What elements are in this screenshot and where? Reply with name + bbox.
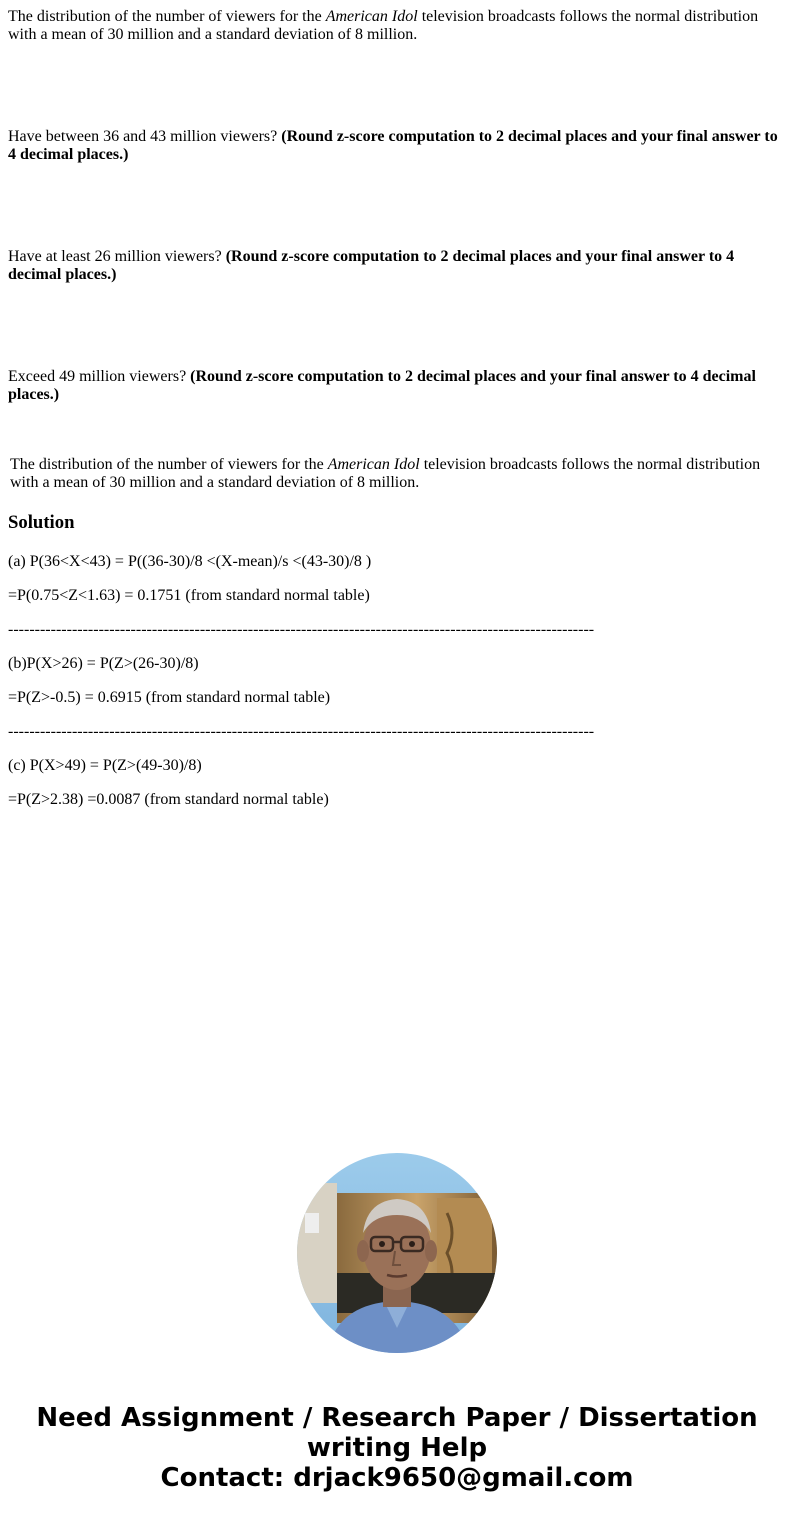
promo-contact: Contact: drjack9650@gmail.com [160,1463,634,1493]
question-intro-post: television broadcasts follows the normal distribution with a mean of 30 million and a standard deviation of 8 million. [8,8,759,43]
solution-line-c2: =P(Z>2.38) =0.0087 (from standard normal table) [8,791,329,808]
question-part-a-instruction: (Round z-score computation to 2 decimal places and your final answer to 4 decimal places.) [8,128,778,163]
answer-show-title: American Idol [327,456,420,473]
solution-line-b1: (b)P(X>26) = P(Z>(26-30)/8) [8,655,199,672]
promo-line-2: writing Help [306,1433,488,1463]
author-photo [297,1153,497,1353]
solution-line-a2: =P(0.75<Z<1.63) = 0.1751 (from standard normal table) [8,587,370,604]
answer-intro-pre: The distribution of the number of viewers for the [10,456,328,473]
question-intro [8,8,786,44]
question-part-a [8,128,786,164]
solution-line-a1: (a) P(36<X<43) = P((36-30)/8 <(X-mean)/s <(43-30)/8 ) [8,553,372,570]
solution-line-c1: (c) P(X>49) = P(Z>(49-30)/8) [8,757,202,774]
answer-intro [10,456,780,492]
author-photo-icon [297,1153,497,1353]
question-part-b-text: Have at least 26 million viewers? [8,248,226,265]
answer-intro-post: television broadcasts follows the normal distribution with a mean of 30 million and a standard deviation of 8 million. [10,456,761,491]
solution-divider-2: -------------------------------------------------------------------------------------------------------------- [8,723,595,740]
promo-banner [0,1403,794,1493]
question-part-b-instruction: (Round z-score computation to 2 decimal places and your final answer to 4 decimal places.) [8,248,735,283]
promo-line-1: Need Assignment / Research Paper / Dissertation [36,1403,758,1433]
solution-heading: Solution [8,512,75,533]
solution-line-b2: =P(Z>-0.5) = 0.6915 (from standard normal table) [8,689,331,706]
question-part-c-instruction: (Round z-score computation to 2 decimal places and your final answer to 4 decimal places.) [8,368,756,403]
solution-divider-1: -------------------------------------------------------------------------------------------------------------- [8,621,595,638]
question-intro-pre: The distribution of the number of viewers for the [8,8,326,25]
question-part-c [8,368,786,404]
show-title: American Idol [325,8,418,25]
question-part-c-text: Exceed 49 million viewers? [8,368,191,385]
question-part-a-text: Have between 36 and 43 million viewers? [8,128,282,145]
question-part-b [8,248,786,284]
